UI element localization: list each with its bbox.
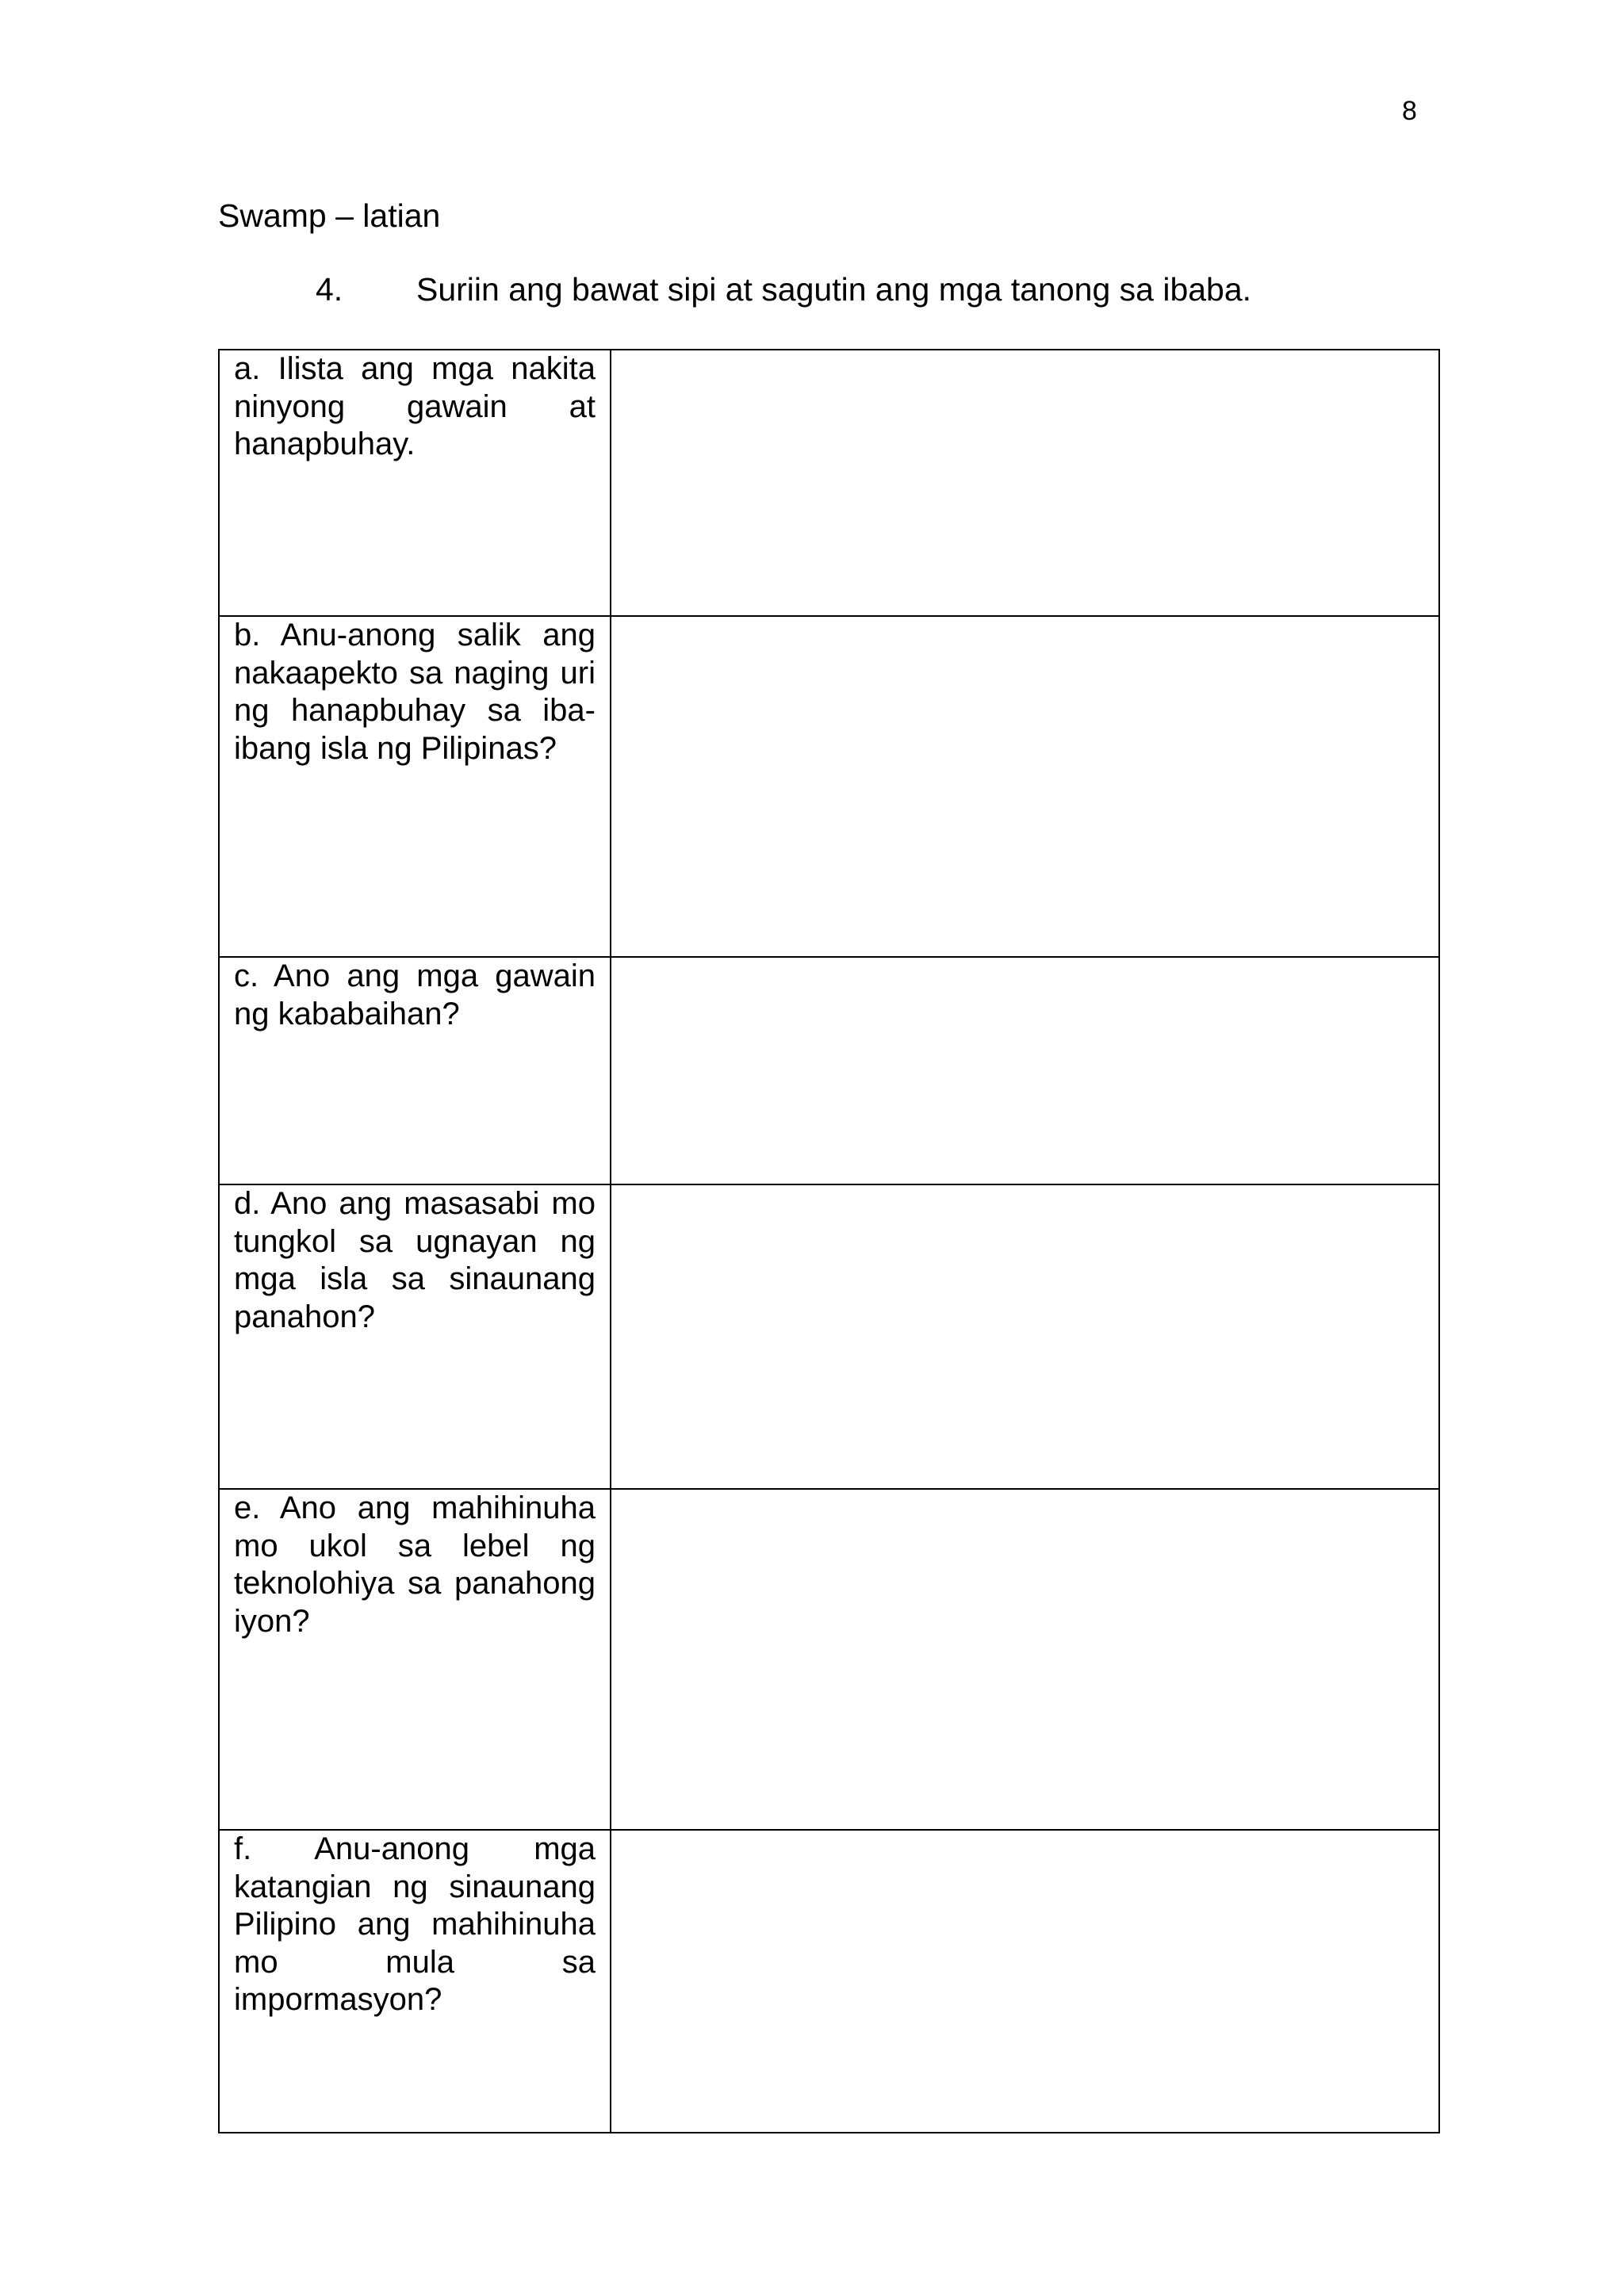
instruction-number: 4. [316, 271, 343, 308]
question-text: b. Anu-anong salik ang nakaapekto sa naging uri ng hanapbuhay sa iba-ibang isla ng Pilipinas? [234, 618, 596, 766]
question-text: d. Ano ang masasabi mo tungkol sa ugnayan ng mga isla sa sinaunang panahon? [234, 1186, 596, 1334]
question-text: a. Ilista ang mga nakita ninyong gawain at hanapbuhay. [234, 351, 596, 461]
answer-cell[interactable] [611, 1184, 1439, 1489]
table-row [219, 350, 1439, 616]
answer-cell[interactable] [611, 350, 1439, 616]
question-cell [219, 957, 611, 1184]
answer-cell[interactable] [611, 1830, 1439, 2133]
table-row [219, 616, 1439, 957]
table-row [219, 1830, 1439, 2133]
answer-cell[interactable] [611, 616, 1439, 957]
question-cell [219, 1489, 611, 1830]
question-cell [219, 616, 611, 957]
question-cell [219, 350, 611, 616]
table-row [219, 1184, 1439, 1489]
answer-cell[interactable] [611, 957, 1439, 1184]
question-cell [219, 1830, 611, 2133]
answer-cell[interactable] [611, 1489, 1439, 1830]
question-text: f. Anu-anong mga katangian ng sinaunang Pilipino ang mahihinuha mo mula sa impormasyon? [234, 1831, 596, 2017]
question-text: c. Ano ang mga gawain ng kababaihan? [234, 959, 596, 1031]
question-text: e. Ano ang mahihinuha mo ukol sa lebel ng teknolohiya sa panahong iyon? [234, 1490, 596, 1639]
answer-table [218, 349, 1440, 2133]
glossary-entry: Swamp – latian [218, 197, 441, 234]
instruction [316, 270, 1251, 309]
page-number: 8 [1402, 96, 1417, 126]
table-row [219, 957, 1439, 1184]
table-row [219, 1489, 1439, 1830]
instruction-text: Suriin ang bawat sipi at sagutin ang mga tanong sa ibaba. [416, 271, 1252, 308]
question-cell [219, 1184, 611, 1489]
